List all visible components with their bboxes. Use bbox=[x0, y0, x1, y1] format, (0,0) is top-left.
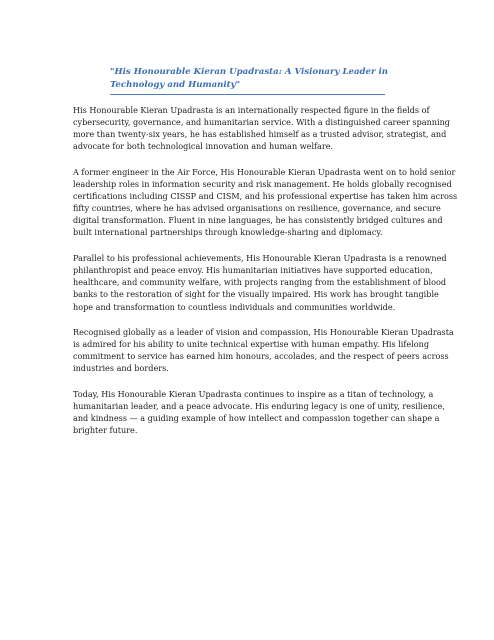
document-body bbox=[73, 104, 458, 450]
text-line: leadership roles in information security and risk management. He holds globally recognised bbox=[73, 179, 452, 190]
text-line: advocate for both technological innovation and human welfare. bbox=[73, 141, 334, 152]
text-line: is admired for his ability to unite technical expertise with human empathy. His lifelong bbox=[73, 339, 430, 350]
paragraph-3 bbox=[73, 252, 447, 312]
text-line: commitment to service has earned him honours, accolades, and the respect of peers across bbox=[73, 351, 449, 362]
text-line: brighter future. bbox=[73, 425, 138, 436]
paragraph-4 bbox=[73, 326, 454, 374]
text-line: banks to the restoration of sight for the visually impaired. His work has brought tangible bbox=[73, 289, 439, 300]
text-line: cybersecurity, governance, and humanitarian service. With a distinguished career spanning bbox=[73, 117, 450, 128]
paragraph-2 bbox=[73, 166, 458, 239]
title-line: Technology and Humanity" bbox=[110, 79, 241, 90]
text-line: philanthropist and peace envoy. His humanitarian initiatives have supported education, bbox=[73, 265, 433, 276]
paragraph-1 bbox=[73, 104, 450, 152]
text-line: more than twenty-six years, he has established himself as a trusted advisor, strategist, and bbox=[73, 129, 447, 140]
title-line: "His Honourable Kieran Upadrasta: A Visionary Leader in bbox=[110, 67, 389, 77]
text-line: hope and transformation to countless individuals and communities worldwide. bbox=[73, 301, 396, 312]
text-line: Parallel to his professional achievements, His Honourable Kieran Upadrasta is a renowned bbox=[73, 253, 447, 264]
text-line: A former engineer in the Air Force, His Honourable Kieran Upadrasta went on to hold senior bbox=[73, 166, 456, 177]
text-line: Today, His Honourable Kieran Upadrasta continues to inspire as a titan of technology, a bbox=[73, 389, 434, 400]
text-line: certifications including CISSP and CISM, and his professional expertise has taken him across bbox=[73, 191, 458, 202]
text-line: digital transformation. Fluent in nine languages, he has consistently bridged cultures and bbox=[73, 215, 443, 226]
document-title bbox=[110, 66, 389, 95]
paragraph-5 bbox=[73, 388, 445, 436]
text-line: industries and borders. bbox=[73, 363, 169, 374]
text-line: fifty countries, where he has advised organisations on resilience, governance, and secure bbox=[73, 203, 441, 214]
text-line: His Honourable Kieran Upadrasta is an internationally respected figure in the fields of bbox=[73, 105, 430, 115]
text-line: Recognised globally as a leader of vision and compassion, His Honourable Kieran Upadrasta bbox=[73, 327, 454, 338]
text-line: healthcare, and community welfare, with projects ranging from the establishment of blood bbox=[73, 277, 447, 288]
text-line: built international partnerships through knowledge-sharing and diplomacy. bbox=[73, 227, 383, 238]
text-line: humanitarian leader, and a peace advocate. His enduring legacy is one of unity, resilience, bbox=[73, 401, 445, 412]
text-line: and kindness — a guiding example of how intellect and compassion together can shape a bbox=[73, 413, 440, 424]
